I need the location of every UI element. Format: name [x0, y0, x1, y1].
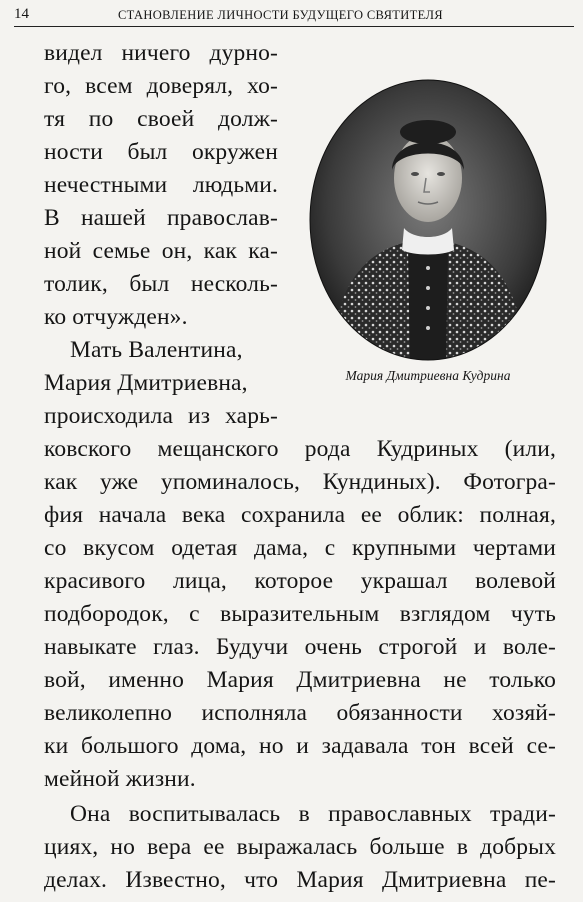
text-line: видел ничего дурно- [44, 40, 278, 66]
text-line: Мария Дмитриевна, [44, 370, 248, 396]
text-line: нечестными людьми. [44, 172, 278, 198]
text-line: ки большого дома, но и задавала тон всей се- [44, 733, 556, 759]
text-line: делах. Известно, что Мария Дмитриевна пе- [44, 867, 556, 893]
text-line: В нашей православ- [44, 205, 278, 231]
text-line: красивого лица, которое украшал волевой [44, 568, 556, 594]
text-line: циях, но вера ее выражалась больше в добрых [44, 834, 556, 860]
portrait-photo [308, 78, 548, 362]
text-line: со вкусом одетая дама, с крупными чертами [44, 535, 556, 561]
text-line: подбородок, с выразительным взглядом чуть [44, 601, 556, 627]
text-line: происходила из харь- [44, 403, 278, 429]
text-line: как уже упоминалось, Кундиных). Фотогра- [44, 469, 556, 495]
text-line: ко отчужден». [44, 304, 188, 330]
text-line: толик, был несколь- [44, 271, 278, 297]
text-line: вой, именно Мария Дмитриевна не только [44, 667, 556, 693]
text-line: ной семье он, как ка- [44, 238, 278, 264]
text-line: мейной жизни. [44, 766, 196, 792]
text-line: го, всем доверял, хо- [44, 73, 278, 99]
text-line: ности был окружен [44, 139, 278, 165]
page-header [14, 4, 574, 27]
portrait-caption: Мария Дмитриевна Кудрина [345, 368, 511, 383]
text-line: Она воспитывалась в православных тради- [70, 801, 556, 827]
page-number: 14 [14, 6, 29, 22]
text-line: тя по своей долж- [44, 106, 278, 132]
text-line: ковского мещанского рода Кудриных (или, [44, 436, 556, 462]
text-line: Мать Валентина, [70, 337, 243, 363]
running-title: СТАНОВЛЕНИЕ ЛИЧНОСТИ БУДУЩЕГО СВЯТИТЕЛЯ [118, 8, 443, 22]
portrait-figure [296, 78, 560, 388]
text-line: великолепно исполняла обязанности хозяй- [44, 700, 556, 726]
text-line: фия начала века сохранила ее облик: полная, [44, 502, 556, 528]
text-line: навыкате глаз. Будучи очень строгой и воле- [44, 634, 556, 660]
